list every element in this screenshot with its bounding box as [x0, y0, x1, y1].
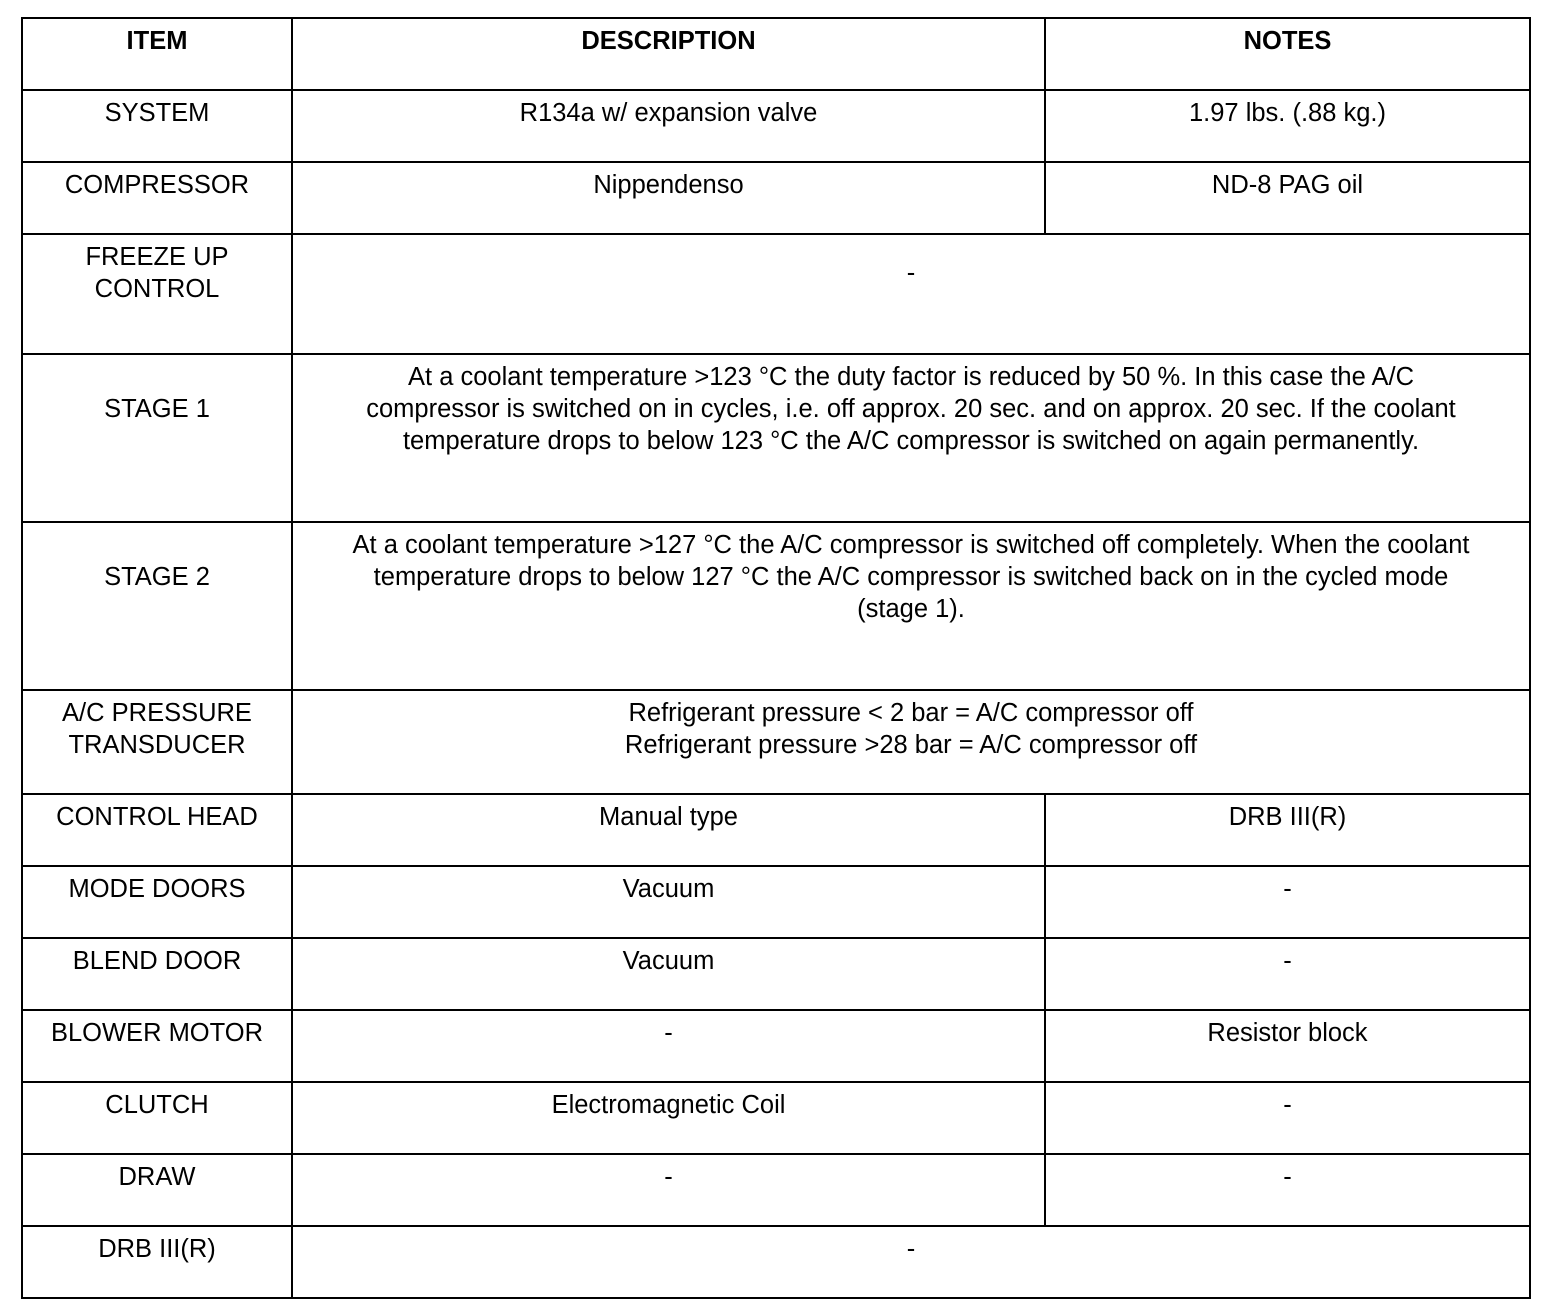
notes-cell: ND-8 PAG oil: [1045, 162, 1530, 234]
merged-value-cell: -: [292, 234, 1530, 354]
header-item: ITEM: [22, 18, 292, 90]
item-cell: DRAW: [22, 1154, 292, 1226]
description-cell: Manual type: [292, 794, 1045, 866]
merged-value-cell: [292, 690, 1530, 794]
table-row-compressor: [22, 162, 1530, 234]
merged-value-cell: [292, 522, 1530, 690]
item-line: A/C PRESSURE: [62, 699, 252, 727]
table-row-system: [22, 90, 1530, 162]
item-line: FREEZE UP: [85, 243, 229, 271]
merged-value-cell: [292, 354, 1530, 522]
notes-cell: DRB III(R): [1045, 794, 1530, 866]
description-cell: Vacuum: [292, 938, 1045, 1010]
table-row-blower-motor: [22, 1010, 1530, 1082]
item-cell: [22, 234, 292, 354]
value-line: At a coolant temperature >123 °C the duty factor is reduced by 50 %. In this case the A/C: [408, 363, 1414, 391]
header-description: DESCRIPTION: [292, 18, 1045, 90]
table-row-clutch: [22, 1082, 1530, 1154]
notes-cell: -: [1045, 1082, 1530, 1154]
item-cell: CLUTCH: [22, 1082, 292, 1154]
table-row-stage-2: [22, 522, 1530, 690]
table-row-draw: [22, 1154, 1530, 1226]
value-line: temperature drops to below 127 °C the A/C compressor is switched back on in the cycled mode: [373, 563, 1449, 591]
description-cell: R134a w/ expansion valve: [292, 90, 1045, 162]
value-line: temperature drops to below 123 °C the A/C compressor is switched on again permanently.: [402, 427, 1420, 455]
table-row-control-head: [22, 794, 1530, 866]
table-row-mode-doors: [22, 866, 1530, 938]
value-line: compressor is switched on in cycles, i.e. off approx. 20 sec. and on approx. 20 sec. If the coolant: [366, 395, 1456, 423]
item-cell: STAGE 1: [22, 354, 292, 522]
table-row-ac-pressure-transducer: [22, 690, 1530, 794]
value-line: At a coolant temperature >127 °C the A/C compressor is switched off completely. When the coolant: [352, 531, 1470, 559]
description-cell: -: [292, 1154, 1045, 1226]
description-cell: -: [292, 1010, 1045, 1082]
table-row-blend-door: [22, 938, 1530, 1010]
specifications-table: [21, 17, 1531, 1299]
item-cell: COMPRESSOR: [22, 162, 292, 234]
table-row-freeze-up-control: [22, 234, 1530, 354]
item-cell: MODE DOORS: [22, 866, 292, 938]
item-cell: SYSTEM: [22, 90, 292, 162]
table-row-stage-1: [22, 354, 1530, 522]
notes-cell: 1.97 lbs. (.88 kg.): [1045, 90, 1530, 162]
value-line: Refrigerant pressure >28 bar = A/C compressor off: [624, 731, 1198, 759]
item-cell: CONTROL HEAD: [22, 794, 292, 866]
item-line: CONTROL: [94, 275, 220, 303]
item-cell: BLOWER MOTOR: [22, 1010, 292, 1082]
item-cell: DRB III(R): [22, 1226, 292, 1298]
notes-cell: -: [1045, 938, 1530, 1010]
description-cell: Nippendenso: [292, 162, 1045, 234]
table-row-drb-iii: [22, 1226, 1530, 1298]
merged-value-cell: -: [292, 1226, 1530, 1298]
item-cell: BLEND DOOR: [22, 938, 292, 1010]
value-line: Refrigerant pressure < 2 bar = A/C compressor off: [628, 699, 1194, 727]
notes-cell: -: [1045, 1154, 1530, 1226]
notes-cell: -: [1045, 866, 1530, 938]
description-cell: Electromagnetic Coil: [292, 1082, 1045, 1154]
notes-cell: Resistor block: [1045, 1010, 1530, 1082]
item-cell: STAGE 2: [22, 522, 292, 690]
value-line: (stage 1).: [857, 595, 965, 623]
item-cell: [22, 690, 292, 794]
header-row: [22, 18, 1530, 90]
header-notes: NOTES: [1045, 18, 1530, 90]
item-line: TRANSDUCER: [68, 731, 246, 759]
description-cell: Vacuum: [292, 866, 1045, 938]
